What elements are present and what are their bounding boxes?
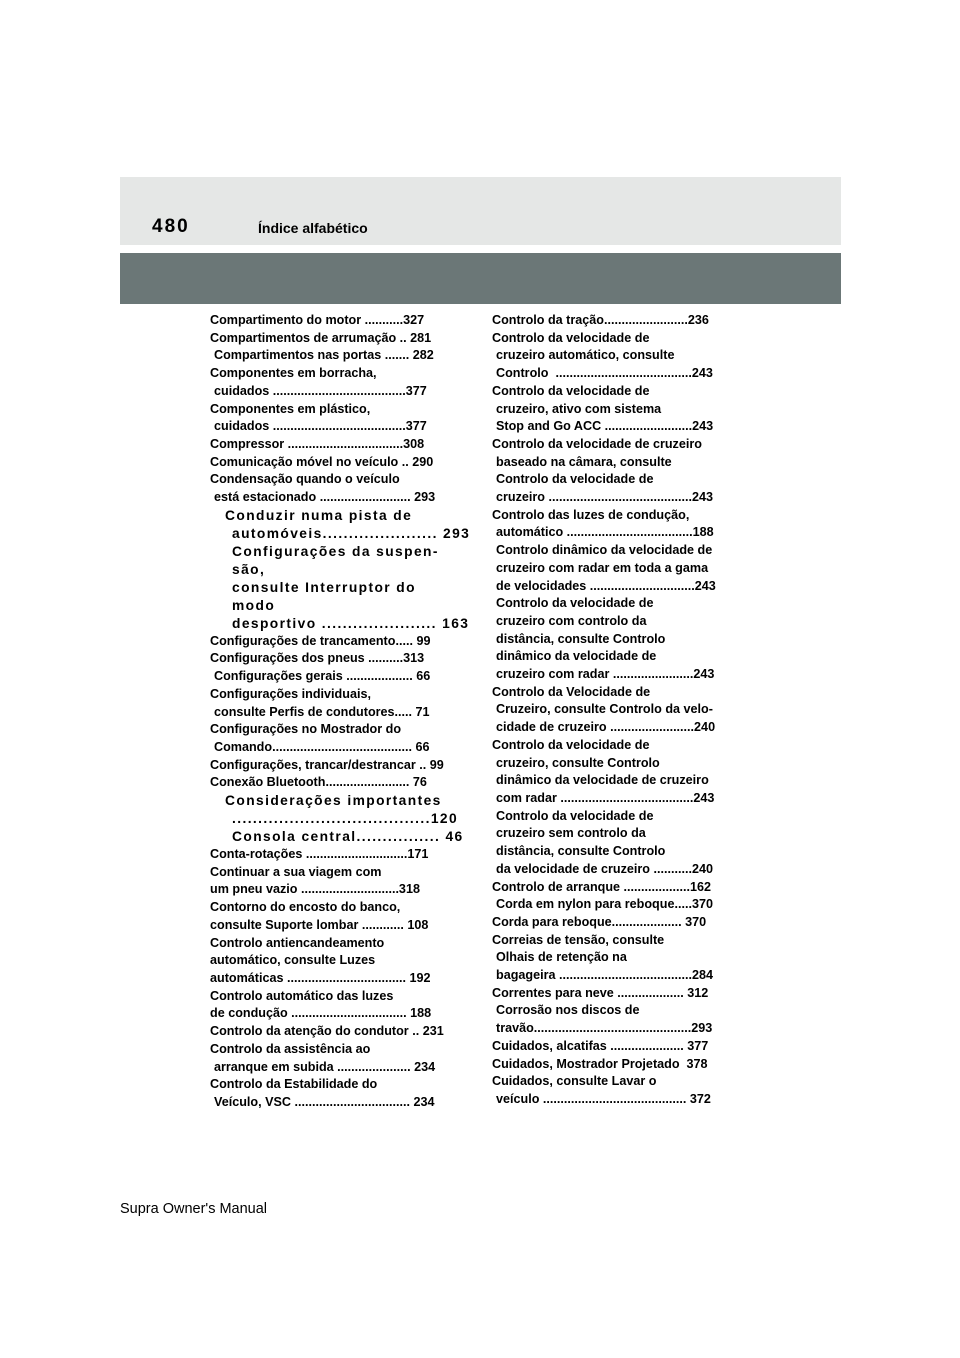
index-entry-line: bagageira ......................................284 (496, 968, 713, 983)
index-entry (492, 507, 747, 542)
index-entry-line: consulte Perfis de condutores..... 71 (214, 704, 430, 719)
index-entry (492, 879, 747, 897)
index-entry (492, 330, 747, 383)
index-entry (210, 846, 465, 864)
index-entry (492, 1002, 747, 1037)
index-entry-line: Controlo da assistência ao (210, 1041, 371, 1056)
index-entry (210, 668, 465, 686)
index-entry (210, 757, 465, 775)
index-entry-line: automóveis...................... 293 (232, 525, 471, 541)
index-entry (492, 896, 747, 914)
index-entry-line: arranque em subida ..................... 234 (214, 1059, 436, 1074)
index-entry (210, 633, 465, 651)
header-dark-bar (120, 253, 841, 304)
index-entry (492, 312, 747, 330)
index-entry (210, 330, 465, 348)
index-entry (492, 1038, 747, 1056)
index-entry (492, 1073, 747, 1108)
index-entry-line: Componentes em borracha, (210, 366, 377, 381)
index-entry-line: automático, consulte Luzes (210, 953, 376, 968)
index-entry-line: distância, consulte Controlo (496, 844, 666, 859)
index-entry-line: modo (232, 597, 276, 613)
index-entry (210, 401, 465, 436)
index-entry-line: cruzeiro com radar em toda a gama (496, 560, 709, 575)
index-entry-line: Configurações no Mostrador do (210, 722, 402, 737)
index-entry-line: Controlo das luzes de condução, (492, 507, 690, 522)
index-entry-line: Controlo da Velocidade de (492, 684, 651, 699)
index-entry (210, 365, 465, 400)
index-entry (210, 792, 465, 828)
index-entry-line: consulte Suporte lombar ............ 108 (210, 917, 429, 932)
index-entry-line: Configurações da suspen- (232, 543, 439, 559)
index-entry-line: cidade de cruzeiro ........................240 (496, 720, 716, 735)
index-entry-line: Configurações gerais ................... 66 (214, 669, 431, 684)
index-entry (492, 808, 747, 879)
index-entry-line: veículo ......................................... 372 (496, 1091, 711, 1106)
index-entry-line: Controlo da velocidade de cruzeiro (492, 436, 702, 451)
index-entry-line: Controlo .......................................243 (496, 366, 713, 381)
index-entry (492, 542, 747, 595)
index-entry-line: Controlo da velocidade de (496, 808, 654, 823)
index-entry (210, 1041, 465, 1076)
index-entry-line: consulte Interruptor do (232, 579, 416, 595)
index-entry-line: Condensação quando o veículo (210, 472, 400, 487)
index-entry-line: distância, consulte Controlo (496, 631, 666, 646)
page-number: 480 (152, 216, 190, 237)
index-entry-line: Controlo da velocidade de (492, 383, 650, 398)
index-entry-line: Considerações importantes (225, 793, 442, 809)
index-entry-line: Compressor .................................308 (210, 436, 425, 451)
index-entry-line: Cruzeiro, consulte Controlo da velo- (496, 702, 713, 717)
index-entry (492, 595, 747, 684)
index-entry-line: Controlo da velocidade de (496, 596, 654, 611)
index-entry-line: um pneu vazio ............................318 (210, 882, 420, 897)
index-entry-line: Controlo dinâmico da velocidade de (496, 543, 713, 558)
index-entry (210, 436, 465, 454)
index-entry-line: Cuidados, consulte Lavar o (492, 1074, 657, 1089)
index-entry (492, 914, 747, 932)
index-entry-line: Conta-rotações .............................171 (210, 847, 429, 862)
index-entry-line: cruzeiro .........................................243 (496, 490, 713, 505)
index-entry-line: Correias de tensão, consulte (492, 932, 665, 947)
index-entry (210, 454, 465, 472)
index-entry-line: Comunicação móvel no veículo .. 290 (210, 454, 434, 469)
index-entry (210, 988, 465, 1023)
index-entry-line: Corda para reboque.................... 370 (492, 914, 707, 929)
index-entry-line: Olhais de retenção na (496, 950, 627, 965)
index-entry-line: cruzeiro com controlo da (496, 613, 647, 628)
index-entry (492, 932, 747, 985)
index-entry-line: Controlo antiencandeamento (210, 935, 385, 950)
index-entry (492, 1056, 747, 1074)
index-entry-line: de velocidades ..............................243 (496, 578, 716, 593)
index-entry (210, 312, 465, 330)
index-entry-line: Controlo de arranque ...................162 (492, 879, 712, 894)
index-entry-line: Controlo da Estabilidade do (210, 1077, 378, 1092)
index-entry (492, 436, 747, 507)
index-entry-line: com radar ......................................243 (496, 790, 715, 805)
index-entry (210, 543, 470, 633)
index-entry-line: cuidados ......................................377 (214, 383, 427, 398)
index-entry (492, 737, 747, 808)
index-entry-line: cruzeiro com radar .......................243 (496, 667, 715, 682)
header-band (120, 177, 841, 245)
index-entry-line: Configurações individuais, (210, 686, 371, 701)
index-entry-line: Compartimentos de arrumação .. 281 (210, 330, 432, 345)
index-entry-line: Conduzir numa pista de (225, 507, 413, 523)
index-entry (210, 864, 465, 899)
index-entry-line: travão.............................................293 (496, 1021, 713, 1036)
index-entry-line: Compartimento do motor ...........327 (210, 313, 425, 327)
footer-manual-name: Supra Owner's Manual (120, 1201, 268, 1217)
index-entry-line: cuidados ......................................377 (214, 419, 427, 434)
index-entry-line: Continuar a sua viagem com (210, 864, 382, 879)
index-entry-line: dinâmico da velocidade de (496, 649, 657, 664)
index-entry-line: Controlo automático das luzes (210, 988, 394, 1003)
index-column-left (210, 312, 471, 1112)
index-entry-line: Consola central................ 46 (232, 829, 464, 845)
index-entry-line: de condução ................................. 188 (210, 1006, 432, 1021)
index-entry (492, 383, 747, 436)
index-entry-line: Corrosão nos discos de (496, 1003, 640, 1018)
index-entry-line: automático ....................................188 (496, 525, 714, 540)
index-entry-line: dinâmico da velocidade de cruzeiro (496, 773, 709, 788)
index-entry-line: Configurações dos pneus ..........313 (210, 651, 425, 666)
index-entry (210, 650, 465, 668)
index-entry-line: Corda em nylon para reboque.....370 (496, 897, 713, 912)
index-entry-line: desportivo ...................... 163 (232, 615, 470, 631)
index-entry-line: Compartimentos nas portas ....... 282 (214, 348, 434, 363)
index-entry-line: Configurações de trancamento..... 99 (210, 633, 431, 648)
index-entry (210, 828, 465, 846)
index-entry-line: Controlo da atenção do condutor .. 231 (210, 1024, 444, 1039)
index-entry (210, 935, 465, 988)
index-entry-line: cruzeiro, ativo com sistema (496, 401, 662, 416)
index-entry-line: Correntes para neve ................... 312 (492, 985, 709, 1000)
index-entry-line: cruzeiro, consulte Controlo (496, 755, 660, 770)
index-entry-line: Comando........................................ 66 (214, 739, 430, 754)
index-entry-line: são, (232, 561, 266, 577)
index-entry (210, 774, 465, 792)
index-entry (492, 684, 747, 737)
index-entry-line: ......................................120 (232, 811, 459, 827)
index-entry-line: Controlo da velocidade de (492, 737, 650, 752)
index-entry (210, 347, 465, 365)
index-entry-line: cruzeiro sem controlo da (496, 826, 646, 841)
index-entry-line: Componentes em plástico, (210, 401, 371, 416)
index-entry-line: da velocidade de cruzeiro ...........240 (496, 861, 713, 876)
index-entry (210, 899, 465, 934)
index-entry-line: Cuidados, alcatifas ..................... 377 (492, 1038, 709, 1053)
index-entry-line: Configurações, trancar/destrancar .. 99 (210, 757, 444, 772)
index-entry (210, 1076, 465, 1111)
index-entry (210, 471, 465, 506)
index-column-right (492, 312, 747, 1109)
index-entry (210, 1023, 465, 1041)
index-entry-line: baseado na câmara, consulte (496, 454, 672, 469)
index-entry-line: Cuidados, Mostrador Projetado 378 (492, 1056, 708, 1071)
index-entry-line: Stop and Go ACC .........................243 (496, 419, 714, 434)
index-entry-line: Veículo, VSC ................................. 234 (214, 1094, 435, 1109)
index-entry (492, 985, 747, 1003)
index-entry-line: Controlo da velocidade de (492, 330, 650, 345)
index-entry-line: cruzeiro automático, consulte (496, 348, 675, 363)
index-entry-line: Controlo da tração........................236 (492, 313, 709, 327)
index-entry (210, 507, 471, 543)
index-entry-line: Contorno do encosto do banco, (210, 900, 401, 915)
index-entry-line: automáticas .................................. 192 (210, 970, 431, 985)
index-entry-line: Controlo da velocidade de (496, 472, 654, 487)
index-entry (210, 686, 465, 721)
index-entry-line: Conexão Bluetooth........................ 76 (210, 775, 427, 790)
index-entry-line: está estacionado .......................... 293 (214, 490, 436, 505)
section-title: Índice alfabético (258, 220, 368, 236)
index-entry (210, 721, 465, 756)
